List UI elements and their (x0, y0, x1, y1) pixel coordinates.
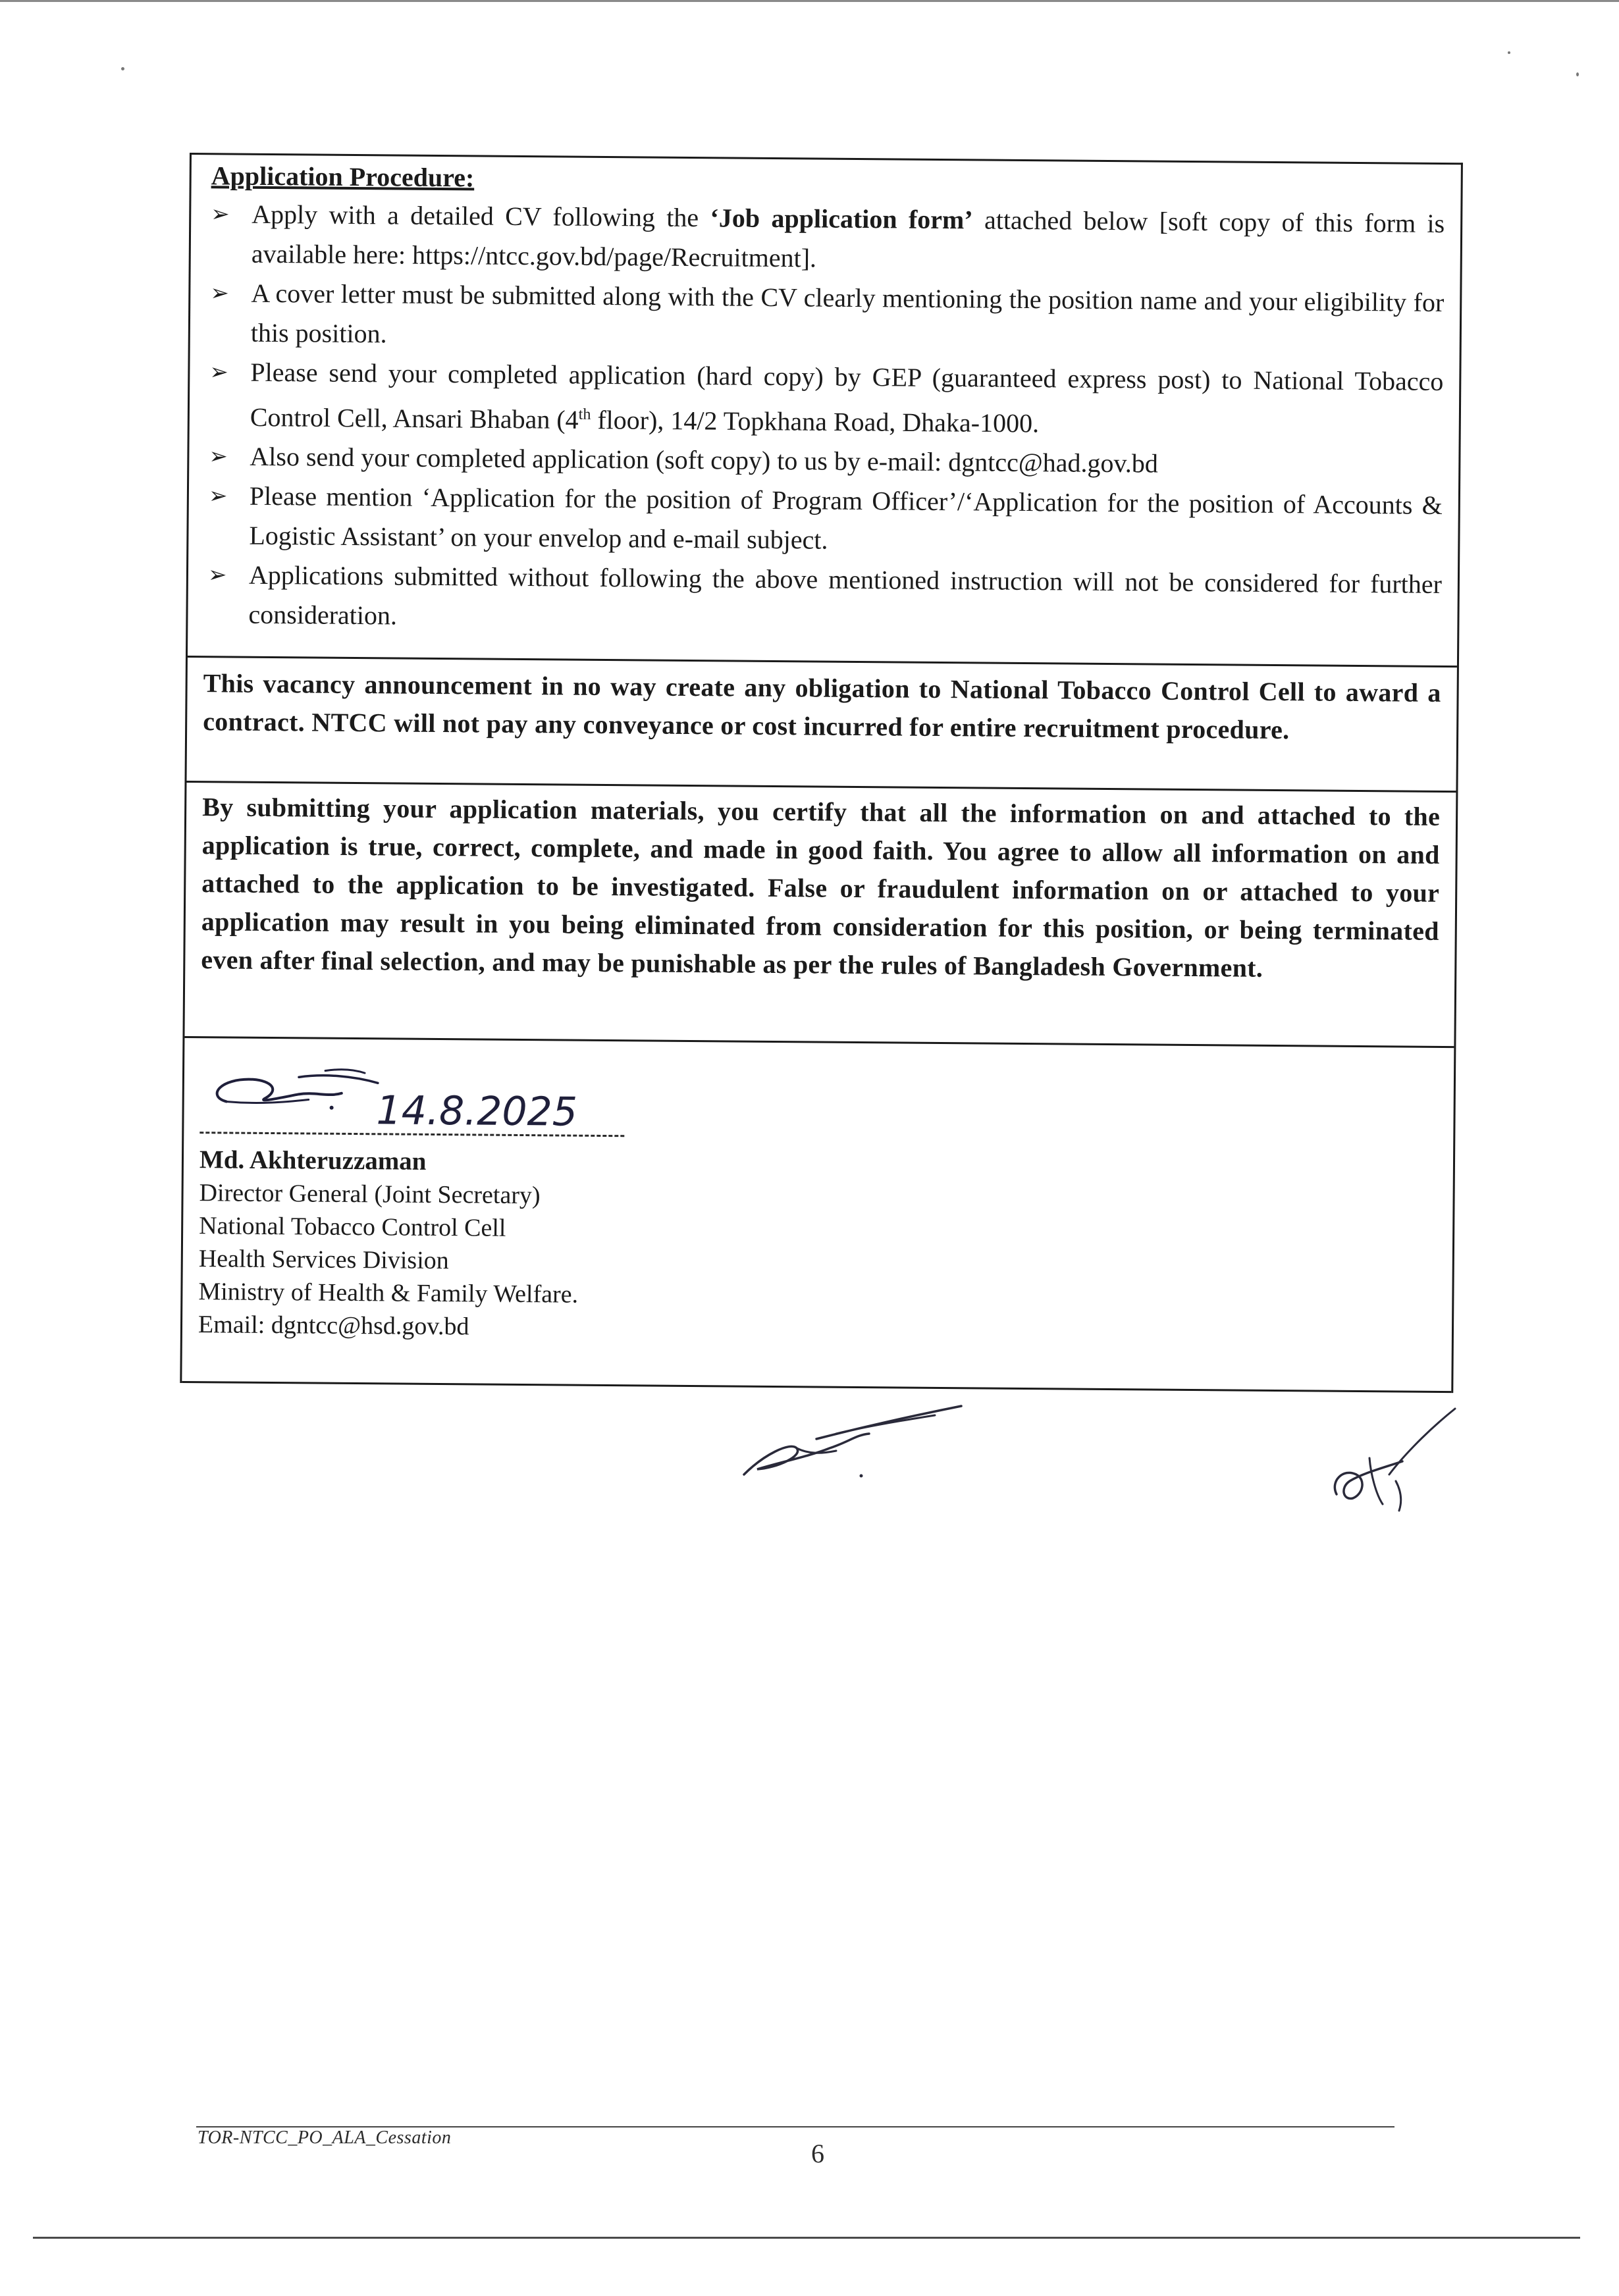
signatory-office: National Tobacco Control Cell (199, 1212, 506, 1242)
arrow-bullet-icon: ➢ (209, 359, 229, 386)
page-number: 6 (811, 2139, 824, 2168)
procedure-item-text: Please mention ‘Application for the position of Program Officer’/‘Application for the position of Accounts & Logistic Assistant’ on your envelop and e-mail subject. (249, 481, 1443, 555)
arrow-bullet-icon: ➢ (210, 280, 229, 307)
document-reference: TOR-NTCC_PO_ALA_Cessation (198, 2127, 452, 2148)
signature-section (182, 1038, 1454, 1393)
procedure-item-text: Applications submitted without following the above mentioned instruction will not be considered for further consideration. (248, 560, 1443, 631)
application-procedure-section (188, 155, 1461, 667)
procedure-item-text: Also send your completed application (soft copy) to us by e-mail: dgntcc@had.gov.bd (250, 442, 1159, 479)
procedure-item-cover-letter (210, 273, 1445, 362)
scan-speck (121, 67, 124, 70)
obligation-notice-text: This vacancy announcement in no way create any obligation to National Tobacco Control Cell to award a contract. NTCC will not pay any conveyance or cost incurred for entire recruitment procedure. (203, 668, 1441, 745)
obligation-notice-section (186, 658, 1456, 793)
procedure-item-text: attached below [soft copy of this form is available here: https://ntcc.gov.bd/page/Recruitment]. (251, 205, 1445, 273)
signatory-ministry: Ministry of Health & Family Welfare. (198, 1278, 579, 1309)
arrow-bullet-icon: ➢ (208, 483, 228, 509)
scan-speck (1576, 72, 1579, 76)
procedure-item-text: floor), 14/2 Topkhana Road, Dhaka-1000. (591, 405, 1040, 438)
scan-top-edge (0, 0, 1619, 2)
procedure-item-rejection (207, 556, 1442, 644)
signatory-name: Md. Akhteruzzaman (199, 1145, 427, 1176)
procedure-item-hard-copy (209, 352, 1444, 446)
handwritten-signature-with-date (199, 1050, 622, 1139)
handwritten-date: 14.8.2025 (376, 1087, 578, 1135)
certification-text: By submitting your application materials, you certify that all the information on and attached to the application is true, correct, complete, and made in good faith. You agree to allow all information on and attached to the application to be investigated. False or fraudulent information on or attached to your application may result in you being eliminated from consideration for this position, or being terminated even after final selection, and may be punishable as per the rules of Bangladesh Government. (201, 792, 1441, 983)
procedure-item-cv (211, 194, 1445, 283)
procedure-heading: Application Procedure: (211, 161, 475, 193)
handwritten-initial-right (1317, 1396, 1468, 1514)
signatory-email: Email: dgntcc@hsd.gov.bd (198, 1311, 469, 1341)
scan-bottom-edge (33, 2237, 1580, 2239)
handwritten-initial-center (737, 1396, 974, 1494)
content-table (180, 153, 1463, 1393)
procedure-item-text: A cover letter must be submitted along with the CV clearly mentioning the position name and your eligibility for this position. (250, 278, 1445, 349)
procedure-item-subject (208, 477, 1443, 565)
scan-speck (1508, 51, 1510, 54)
arrow-bullet-icon: ➢ (209, 443, 228, 470)
arrow-bullet-icon: ➢ (207, 561, 227, 588)
ordinal-suffix: th (578, 405, 591, 423)
arrow-bullet-icon: ➢ (211, 201, 230, 228)
signatory-division: Health Services Division (198, 1245, 449, 1275)
procedure-item-text: Apply with a detailed CV following the (252, 199, 710, 233)
signatory-block (198, 1143, 579, 1344)
certification-section (184, 783, 1456, 1048)
procedure-item-text: Please send your completed application (hard copy) by GEP (guaranteed express post) to National Tobacco Control Cell, Ansari Bhaban (4 (250, 357, 1444, 434)
job-application-form-emphasis: ‘Job application form’ (710, 203, 973, 235)
procedure-list (207, 194, 1445, 644)
signatory-designation: Director General (Joint Secretary) (199, 1179, 541, 1210)
